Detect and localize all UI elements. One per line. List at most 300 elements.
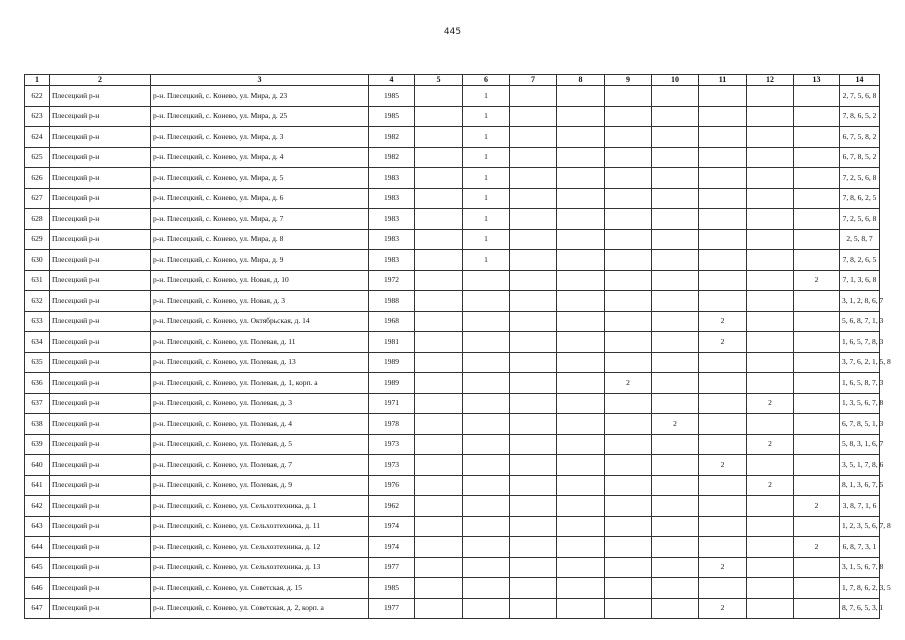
address-cell: р-н. Плесецкий, с. Конево, ул. Сельхозтехника, д. 11 bbox=[151, 516, 369, 537]
col14-cell: 5, 6, 8, 7, 1, 3 bbox=[840, 311, 880, 332]
row-number: 628 bbox=[25, 209, 50, 230]
col11-cell: 2 bbox=[699, 455, 747, 476]
address-cell: р-н. Плесецкий, с. Конево, ул. Сельхозтехника, д. 12 bbox=[151, 537, 369, 558]
col14-cell: 7, 2, 5, 6, 8 bbox=[840, 168, 880, 189]
col8-cell bbox=[557, 106, 605, 127]
col9-cell bbox=[605, 209, 652, 230]
col9-cell bbox=[605, 557, 652, 578]
col12-cell bbox=[747, 270, 794, 291]
col6-cell bbox=[463, 455, 510, 476]
col8-cell bbox=[557, 598, 605, 619]
col6-cell bbox=[463, 373, 510, 394]
row-number: 630 bbox=[25, 250, 50, 271]
col12-cell bbox=[747, 414, 794, 435]
col12-cell bbox=[747, 86, 794, 107]
col13-cell bbox=[794, 147, 840, 168]
district-cell: Плесецкий р-н bbox=[50, 393, 151, 414]
address-cell: р-н. Плесецкий, с. Конево, ул. Мира, д. 6 bbox=[151, 188, 369, 209]
row-number: 627 bbox=[25, 188, 50, 209]
column-header-6: 6 bbox=[463, 75, 510, 86]
row-number: 646 bbox=[25, 578, 50, 599]
col13-cell bbox=[794, 250, 840, 271]
col8-cell bbox=[557, 250, 605, 271]
col10-cell bbox=[652, 86, 699, 107]
year-cell: 1985 bbox=[369, 106, 415, 127]
row-number: 639 bbox=[25, 434, 50, 455]
col6-cell bbox=[463, 434, 510, 455]
col14-cell: 7, 8, 6, 5, 2 bbox=[840, 106, 880, 127]
district-cell: Плесецкий р-н bbox=[50, 455, 151, 476]
table-row bbox=[25, 598, 880, 619]
year-cell: 1985 bbox=[369, 86, 415, 107]
col6-cell bbox=[463, 557, 510, 578]
year-cell: 1962 bbox=[369, 496, 415, 517]
col9-cell bbox=[605, 106, 652, 127]
row-number: 631 bbox=[25, 270, 50, 291]
col12-cell bbox=[747, 516, 794, 537]
district-cell: Плесецкий р-н bbox=[50, 373, 151, 394]
address-cell: р-н. Плесецкий, с. Конево, ул. Советская, д. 2, корп. а bbox=[151, 598, 369, 619]
col9-cell bbox=[605, 127, 652, 148]
col6-cell bbox=[463, 496, 510, 517]
row-number: 644 bbox=[25, 537, 50, 558]
col5-cell bbox=[415, 86, 463, 107]
col10-cell bbox=[652, 578, 699, 599]
col12-cell bbox=[747, 496, 794, 517]
col10-cell bbox=[652, 291, 699, 312]
col8-cell bbox=[557, 147, 605, 168]
col14-cell: 7, 1, 3, 6, 8 bbox=[840, 270, 880, 291]
col13-cell bbox=[794, 127, 840, 148]
col8-cell bbox=[557, 270, 605, 291]
year-cell: 1982 bbox=[369, 127, 415, 148]
col11-cell bbox=[699, 516, 747, 537]
col11-cell bbox=[699, 188, 747, 209]
col5-cell bbox=[415, 291, 463, 312]
col11-cell bbox=[699, 229, 747, 250]
col6-cell bbox=[463, 537, 510, 558]
col12-cell bbox=[747, 352, 794, 373]
col13-cell bbox=[794, 475, 840, 496]
col12-cell bbox=[747, 373, 794, 394]
col6-cell bbox=[463, 578, 510, 599]
column-header-8: 8 bbox=[557, 75, 605, 86]
col9-cell bbox=[605, 147, 652, 168]
year-cell: 1981 bbox=[369, 332, 415, 353]
address-cell: р-н. Плесецкий, с. Конево, ул. Октябрьская, д. 14 bbox=[151, 311, 369, 332]
col12-cell bbox=[747, 147, 794, 168]
column-header-9: 9 bbox=[605, 75, 652, 86]
table-row bbox=[25, 188, 880, 209]
col8-cell bbox=[557, 373, 605, 394]
col14-cell: 3, 8, 7, 1, 6 bbox=[840, 496, 880, 517]
district-cell: Плесецкий р-н bbox=[50, 598, 151, 619]
col10-cell bbox=[652, 147, 699, 168]
col7-cell bbox=[510, 86, 557, 107]
col10-cell bbox=[652, 557, 699, 578]
year-cell: 1968 bbox=[369, 311, 415, 332]
col9-cell bbox=[605, 229, 652, 250]
col7-cell bbox=[510, 229, 557, 250]
table-row bbox=[25, 270, 880, 291]
col8-cell bbox=[557, 475, 605, 496]
year-cell: 1983 bbox=[369, 229, 415, 250]
col14-cell: 6, 7, 8, 5, 2 bbox=[840, 147, 880, 168]
row-number: 635 bbox=[25, 352, 50, 373]
address-cell: р-н. Плесецкий, с. Конево, ул. Полевая, д. 7 bbox=[151, 455, 369, 476]
district-cell: Плесецкий р-н bbox=[50, 291, 151, 312]
col12-cell bbox=[747, 229, 794, 250]
col7-cell bbox=[510, 332, 557, 353]
col7-cell bbox=[510, 168, 557, 189]
row-number: 623 bbox=[25, 106, 50, 127]
col12-cell: 2 bbox=[747, 475, 794, 496]
col5-cell bbox=[415, 352, 463, 373]
district-cell: Плесецкий р-н bbox=[50, 229, 151, 250]
col13-cell bbox=[794, 86, 840, 107]
col6-cell bbox=[463, 598, 510, 619]
col14-cell: 6, 7, 8, 5, 1, 3 bbox=[840, 414, 880, 435]
col8-cell bbox=[557, 209, 605, 230]
col13-cell: 2 bbox=[794, 270, 840, 291]
col10-cell bbox=[652, 393, 699, 414]
col6-cell: 1 bbox=[463, 168, 510, 189]
col7-cell bbox=[510, 188, 557, 209]
col8-cell bbox=[557, 578, 605, 599]
col7-cell bbox=[510, 557, 557, 578]
col9-cell bbox=[605, 393, 652, 414]
district-cell: Плесецкий р-н bbox=[50, 537, 151, 558]
address-cell: р-н. Плесецкий, с. Конево, ул. Сельхозтехника, д. 13 bbox=[151, 557, 369, 578]
col9-cell bbox=[605, 250, 652, 271]
row-number: 640 bbox=[25, 455, 50, 476]
address-cell: р-н. Плесецкий, с. Конево, ул. Советская, д. 15 bbox=[151, 578, 369, 599]
col11-cell bbox=[699, 209, 747, 230]
column-header-3: 3 bbox=[151, 75, 369, 86]
col5-cell bbox=[415, 270, 463, 291]
col9-cell bbox=[605, 188, 652, 209]
col5-cell bbox=[415, 188, 463, 209]
col13-cell bbox=[794, 229, 840, 250]
year-cell: 1974 bbox=[369, 537, 415, 558]
col8-cell bbox=[557, 414, 605, 435]
col7-cell bbox=[510, 393, 557, 414]
col10-cell bbox=[652, 209, 699, 230]
address-cell: р-н. Плесецкий, с. Конево, ул. Мира, д. 25 bbox=[151, 106, 369, 127]
table-row bbox=[25, 352, 880, 373]
col14-cell: 1, 7, 8, 6, 2, 3, 5 bbox=[840, 578, 880, 599]
table-row bbox=[25, 127, 880, 148]
col11-cell bbox=[699, 578, 747, 599]
col14-cell: 2, 7, 5, 6, 8 bbox=[840, 86, 880, 107]
table-row bbox=[25, 250, 880, 271]
col13-cell bbox=[794, 373, 840, 394]
col9-cell: 2 bbox=[605, 373, 652, 394]
col14-cell: 2, 5, 8, 7 bbox=[840, 229, 880, 250]
year-cell: 1982 bbox=[369, 147, 415, 168]
col10-cell bbox=[652, 188, 699, 209]
col7-cell bbox=[510, 455, 557, 476]
col6-cell: 1 bbox=[463, 188, 510, 209]
col5-cell bbox=[415, 578, 463, 599]
col7-cell bbox=[510, 106, 557, 127]
year-cell: 1973 bbox=[369, 434, 415, 455]
row-number: 634 bbox=[25, 332, 50, 353]
col6-cell: 1 bbox=[463, 209, 510, 230]
header-row bbox=[25, 75, 880, 86]
col11-cell bbox=[699, 270, 747, 291]
district-cell: Плесецкий р-н bbox=[50, 434, 151, 455]
col9-cell bbox=[605, 291, 652, 312]
year-cell: 1978 bbox=[369, 414, 415, 435]
table-row bbox=[25, 106, 880, 127]
year-cell: 1983 bbox=[369, 209, 415, 230]
col8-cell bbox=[557, 516, 605, 537]
col12-cell bbox=[747, 557, 794, 578]
col13-cell bbox=[794, 311, 840, 332]
col8-cell bbox=[557, 434, 605, 455]
year-cell: 1985 bbox=[369, 578, 415, 599]
col7-cell bbox=[510, 209, 557, 230]
col10-cell bbox=[652, 332, 699, 353]
year-cell: 1977 bbox=[369, 557, 415, 578]
district-cell: Плесецкий р-н bbox=[50, 127, 151, 148]
col6-cell: 1 bbox=[463, 127, 510, 148]
column-header-14: 14 bbox=[840, 75, 880, 86]
address-cell: р-н. Плесецкий, с. Конево, ул. Мира, д. 3 bbox=[151, 127, 369, 148]
district-cell: Плесецкий р-н bbox=[50, 496, 151, 517]
col12-cell bbox=[747, 332, 794, 353]
row-number: 647 bbox=[25, 598, 50, 619]
col7-cell bbox=[510, 496, 557, 517]
table-row bbox=[25, 516, 880, 537]
col8-cell bbox=[557, 229, 605, 250]
col12-cell bbox=[747, 188, 794, 209]
col5-cell bbox=[415, 168, 463, 189]
col12-cell bbox=[747, 127, 794, 148]
year-cell: 1989 bbox=[369, 373, 415, 394]
col14-cell: 6, 8, 7, 3, 1 bbox=[840, 537, 880, 558]
col5-cell bbox=[415, 434, 463, 455]
col7-cell bbox=[510, 414, 557, 435]
table-row bbox=[25, 209, 880, 230]
col14-cell: 3, 1, 2, 8, 6, 7 bbox=[840, 291, 880, 312]
col13-cell bbox=[794, 557, 840, 578]
col11-cell bbox=[699, 434, 747, 455]
address-cell: р-н. Плесецкий, с. Конево, ул. Полевая, д. 9 bbox=[151, 475, 369, 496]
col11-cell bbox=[699, 393, 747, 414]
col11-cell bbox=[699, 168, 747, 189]
table-row bbox=[25, 168, 880, 189]
district-cell: Плесецкий р-н bbox=[50, 106, 151, 127]
address-cell: р-н. Плесецкий, с. Конево, ул. Новая, д. 10 bbox=[151, 270, 369, 291]
col9-cell bbox=[605, 86, 652, 107]
table-row bbox=[25, 455, 880, 476]
col13-cell bbox=[794, 168, 840, 189]
district-cell: Плесецкий р-н bbox=[50, 188, 151, 209]
table-row bbox=[25, 557, 880, 578]
col9-cell bbox=[605, 168, 652, 189]
address-cell: р-н. Плесецкий, с. Конево, ул. Мира, д. 8 bbox=[151, 229, 369, 250]
col14-cell: 1, 6, 5, 8, 7, 3 bbox=[840, 373, 880, 394]
table-row bbox=[25, 311, 880, 332]
row-number: 638 bbox=[25, 414, 50, 435]
col6-cell bbox=[463, 414, 510, 435]
col8-cell bbox=[557, 168, 605, 189]
table-row bbox=[25, 291, 880, 312]
address-cell: р-н. Плесецкий, с. Конево, ул. Мира, д. 4 bbox=[151, 147, 369, 168]
column-header-4: 4 bbox=[369, 75, 415, 86]
col5-cell bbox=[415, 311, 463, 332]
col5-cell bbox=[415, 455, 463, 476]
district-cell: Плесецкий р-н bbox=[50, 168, 151, 189]
col6-cell: 1 bbox=[463, 86, 510, 107]
year-cell: 1983 bbox=[369, 188, 415, 209]
col5-cell bbox=[415, 393, 463, 414]
col7-cell bbox=[510, 147, 557, 168]
col10-cell bbox=[652, 455, 699, 476]
col11-cell bbox=[699, 86, 747, 107]
year-cell: 1989 bbox=[369, 352, 415, 373]
column-header-11: 11 bbox=[699, 75, 747, 86]
col11-cell bbox=[699, 373, 747, 394]
col11-cell bbox=[699, 537, 747, 558]
col14-cell: 5, 8, 3, 1, 6, 7 bbox=[840, 434, 880, 455]
col7-cell bbox=[510, 434, 557, 455]
col9-cell bbox=[605, 270, 652, 291]
col11-cell bbox=[699, 250, 747, 271]
col14-cell: 3, 1, 5, 6, 7, 8 bbox=[840, 557, 880, 578]
page-number: 445 bbox=[443, 27, 462, 37]
row-number: 643 bbox=[25, 516, 50, 537]
year-cell: 1974 bbox=[369, 516, 415, 537]
col11-cell bbox=[699, 496, 747, 517]
col13-cell bbox=[794, 332, 840, 353]
row-number: 625 bbox=[25, 147, 50, 168]
col5-cell bbox=[415, 414, 463, 435]
table-row bbox=[25, 393, 880, 414]
col6-cell: 1 bbox=[463, 250, 510, 271]
col12-cell: 2 bbox=[747, 393, 794, 414]
col7-cell bbox=[510, 598, 557, 619]
col14-cell: 7, 2, 5, 6, 8 bbox=[840, 209, 880, 230]
col9-cell bbox=[605, 455, 652, 476]
col9-cell bbox=[605, 516, 652, 537]
col5-cell bbox=[415, 496, 463, 517]
col12-cell bbox=[747, 455, 794, 476]
col12-cell bbox=[747, 209, 794, 230]
col9-cell bbox=[605, 496, 652, 517]
col8-cell bbox=[557, 127, 605, 148]
row-number: 645 bbox=[25, 557, 50, 578]
col5-cell bbox=[415, 373, 463, 394]
col10-cell bbox=[652, 475, 699, 496]
address-cell: р-н. Плесецкий, с. Конево, ул. Полевая, д. 1, корп. а bbox=[151, 373, 369, 394]
col11-cell bbox=[699, 147, 747, 168]
column-header-1: 1 bbox=[25, 75, 50, 86]
table-row bbox=[25, 147, 880, 168]
col9-cell bbox=[605, 311, 652, 332]
col5-cell bbox=[415, 209, 463, 230]
district-cell: Плесецкий р-н bbox=[50, 270, 151, 291]
col10-cell bbox=[652, 168, 699, 189]
col11-cell: 2 bbox=[699, 557, 747, 578]
col9-cell bbox=[605, 598, 652, 619]
register-table bbox=[24, 74, 891, 619]
table-row bbox=[25, 373, 880, 394]
col14-cell: 1, 3, 5, 6, 7, 8 bbox=[840, 393, 880, 414]
col5-cell bbox=[415, 516, 463, 537]
col8-cell bbox=[557, 393, 605, 414]
year-cell: 1973 bbox=[369, 455, 415, 476]
table-row bbox=[25, 496, 880, 517]
col5-cell bbox=[415, 250, 463, 271]
row-number: 632 bbox=[25, 291, 50, 312]
column-header-7: 7 bbox=[510, 75, 557, 86]
col13-cell bbox=[794, 106, 840, 127]
table-row bbox=[25, 578, 880, 599]
district-cell: Плесецкий р-н bbox=[50, 578, 151, 599]
col6-cell bbox=[463, 270, 510, 291]
col12-cell bbox=[747, 106, 794, 127]
col13-cell bbox=[794, 209, 840, 230]
year-cell: 1983 bbox=[369, 168, 415, 189]
col7-cell bbox=[510, 352, 557, 373]
col9-cell bbox=[605, 578, 652, 599]
row-number: 633 bbox=[25, 311, 50, 332]
col11-cell bbox=[699, 291, 747, 312]
col10-cell bbox=[652, 127, 699, 148]
col13-cell bbox=[794, 516, 840, 537]
address-cell: р-н. Плесецкий, с. Конево, ул. Полевая, д. 11 bbox=[151, 332, 369, 353]
col7-cell bbox=[510, 250, 557, 271]
col8-cell bbox=[557, 332, 605, 353]
year-cell: 1977 bbox=[369, 598, 415, 619]
col13-cell: 2 bbox=[794, 537, 840, 558]
col8-cell bbox=[557, 188, 605, 209]
col9-cell bbox=[605, 352, 652, 373]
col10-cell bbox=[652, 250, 699, 271]
col10-cell bbox=[652, 434, 699, 455]
col7-cell bbox=[510, 311, 557, 332]
district-cell: Плесецкий р-н bbox=[50, 250, 151, 271]
col5-cell bbox=[415, 475, 463, 496]
col10-cell bbox=[652, 352, 699, 373]
col13-cell bbox=[794, 598, 840, 619]
district-cell: Плесецкий р-н bbox=[50, 86, 151, 107]
col9-cell bbox=[605, 537, 652, 558]
col12-cell bbox=[747, 250, 794, 271]
col7-cell bbox=[510, 373, 557, 394]
col14-cell: 8, 1, 3, 6, 7, 5 bbox=[840, 475, 880, 496]
col12-cell bbox=[747, 311, 794, 332]
table-row bbox=[25, 537, 880, 558]
col10-cell: 2 bbox=[652, 414, 699, 435]
year-cell: 1976 bbox=[369, 475, 415, 496]
col14-cell: 1, 2, 3, 5, 6, 7, 8 bbox=[840, 516, 880, 537]
address-cell: р-н. Плесецкий, с. Конево, ул. Полевая, д. 3 bbox=[151, 393, 369, 414]
address-cell: р-н. Плесецкий, с. Конево, ул. Мира, д. 7 bbox=[151, 209, 369, 230]
col11-cell bbox=[699, 127, 747, 148]
col5-cell bbox=[415, 557, 463, 578]
col5-cell bbox=[415, 106, 463, 127]
district-cell: Плесецкий р-н bbox=[50, 475, 151, 496]
col10-cell bbox=[652, 373, 699, 394]
district-cell: Плесецкий р-н bbox=[50, 414, 151, 435]
col7-cell bbox=[510, 270, 557, 291]
col13-cell bbox=[794, 188, 840, 209]
col10-cell bbox=[652, 516, 699, 537]
